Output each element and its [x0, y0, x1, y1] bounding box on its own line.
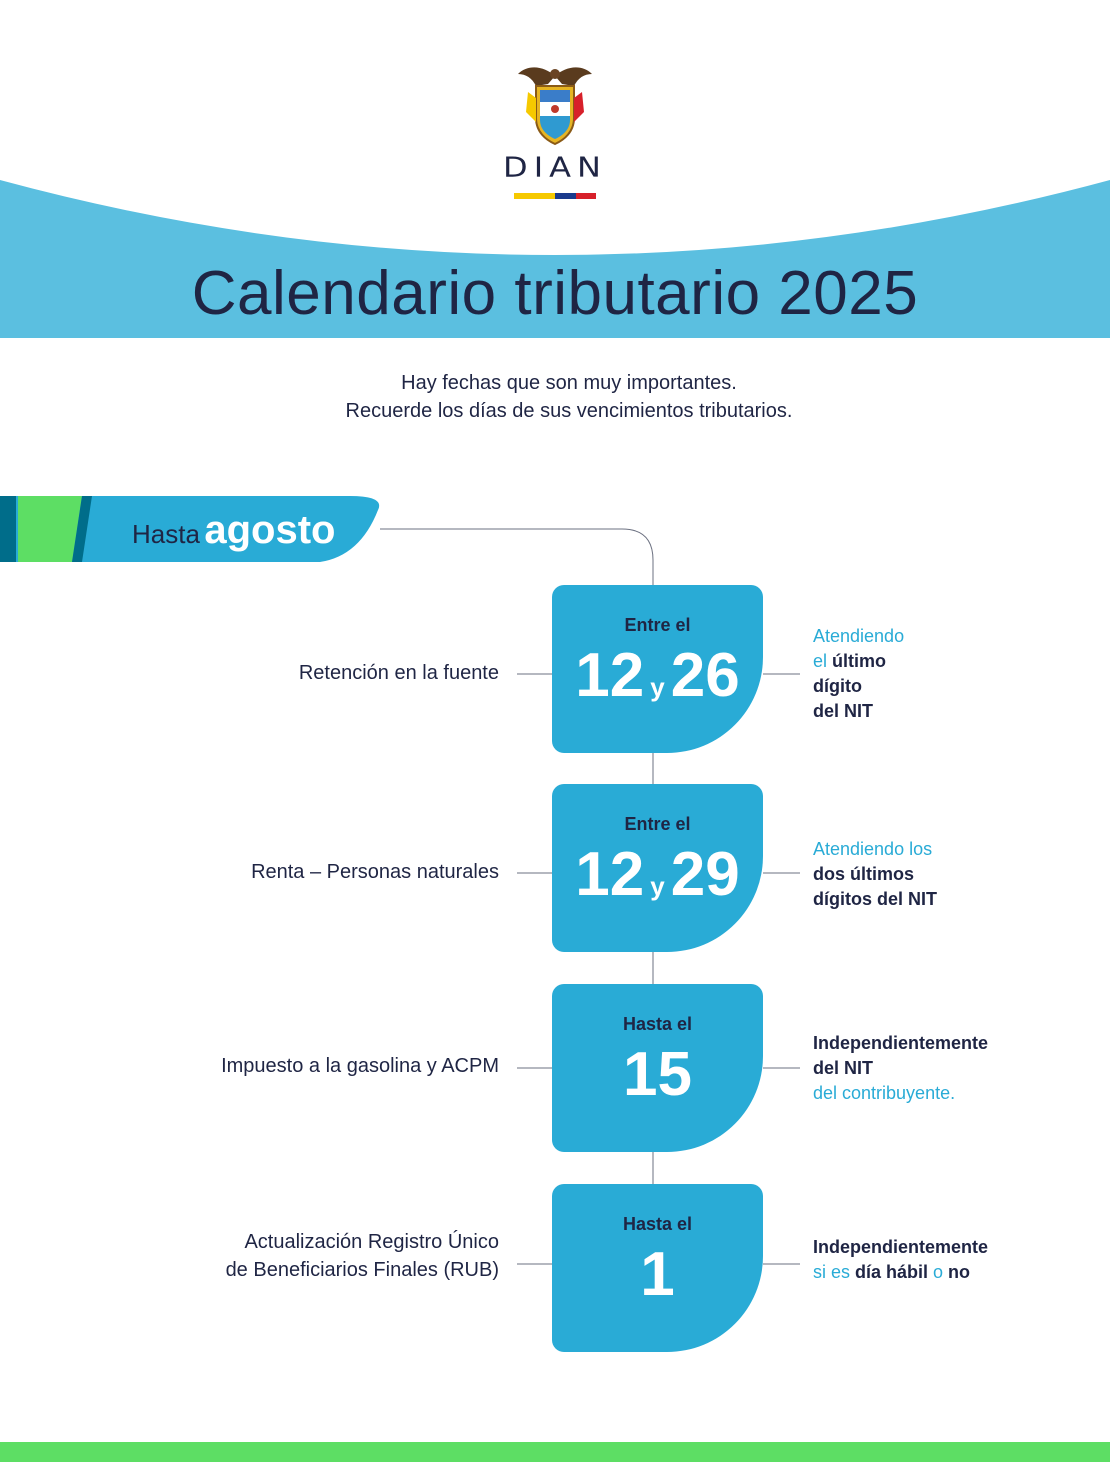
note-text: dígito [813, 676, 862, 696]
note-text: Independientemente [813, 1237, 989, 1257]
date-card-value [552, 1239, 763, 1311]
note-text: el [813, 651, 833, 671]
note-line [813, 649, 904, 674]
date-from: 1 [640, 1240, 675, 1309]
intro-line-1: Hay fechas que son muy importantes. [401, 372, 737, 394]
note-line [813, 699, 904, 724]
note-line [813, 887, 937, 912]
date-to: 26 [670, 641, 740, 710]
section-month: agosto [204, 508, 336, 552]
date-joiner: y [650, 871, 665, 901]
date-card [552, 784, 763, 952]
tax-item-name [226, 1228, 499, 1284]
date-card [552, 1184, 763, 1352]
note-line [813, 862, 937, 887]
intro-line-2: Recuerde los días de sus vencimientos tributarios. [345, 400, 793, 422]
tax-item-name [251, 858, 499, 886]
date-card-label: Entre el [624, 814, 691, 834]
note-line [813, 624, 904, 649]
note-text: Independientemente [813, 1033, 989, 1053]
note-text: o [928, 1262, 949, 1282]
date-joiner: y [650, 672, 665, 702]
tax-item-name [221, 1052, 499, 1080]
note-text: último [832, 651, 887, 671]
note-line [813, 1235, 988, 1260]
note-text: Atendiendo [813, 626, 905, 646]
tax-item-line: Actualización Registro Único [244, 1231, 499, 1253]
tax-item-line: de Beneficiarios Finales (RUB) [225, 1259, 499, 1281]
date-from: 15 [623, 1040, 692, 1109]
tax-item-line: Impuesto a la gasolina y ACPM [221, 1055, 499, 1077]
note-text: del NIT [813, 1058, 874, 1078]
tax-item-note [813, 1235, 988, 1285]
tax-item-note [813, 837, 937, 912]
page-title: Calendario tributario 2025 [191, 259, 919, 328]
date-card-value [552, 839, 763, 922]
note-line [813, 1081, 988, 1106]
date-card-value [552, 640, 763, 723]
note-text: día hábil [855, 1262, 929, 1282]
note-line [813, 1056, 988, 1081]
note-text: Atendiendo los [813, 839, 933, 859]
date-card-value [552, 1039, 763, 1111]
note-text: si es [813, 1262, 856, 1282]
tax-item-name [299, 659, 499, 687]
note-text: no [948, 1262, 971, 1282]
tax-item-note [813, 624, 904, 724]
date-from: 12 [575, 840, 645, 909]
date-to: 29 [670, 840, 740, 909]
tax-item-note [813, 1031, 988, 1106]
dian-logo-text: DIAN [503, 150, 607, 184]
note-text: del contribuyente. [813, 1083, 956, 1103]
note-line [813, 1260, 988, 1285]
tax-item-line: Retención en la fuente [298, 662, 499, 684]
note-text: del NIT [813, 701, 874, 721]
note-line [813, 837, 937, 862]
tax-item-line: Renta – Personas naturales [251, 861, 499, 883]
footer-bar [0, 1442, 1110, 1462]
date-card [552, 585, 763, 753]
note-text: dígitos del NIT [813, 889, 937, 909]
date-card [552, 984, 763, 1152]
note-text: dos últimos [813, 864, 915, 884]
date-card-label: Hasta el [622, 1214, 693, 1234]
date-from: 12 [575, 641, 645, 710]
section-prefix: Hasta [132, 519, 200, 549]
date-card-label: Hasta el [622, 1014, 693, 1034]
date-card-label: Entre el [624, 615, 691, 635]
note-line [813, 674, 904, 699]
note-line [813, 1031, 988, 1056]
